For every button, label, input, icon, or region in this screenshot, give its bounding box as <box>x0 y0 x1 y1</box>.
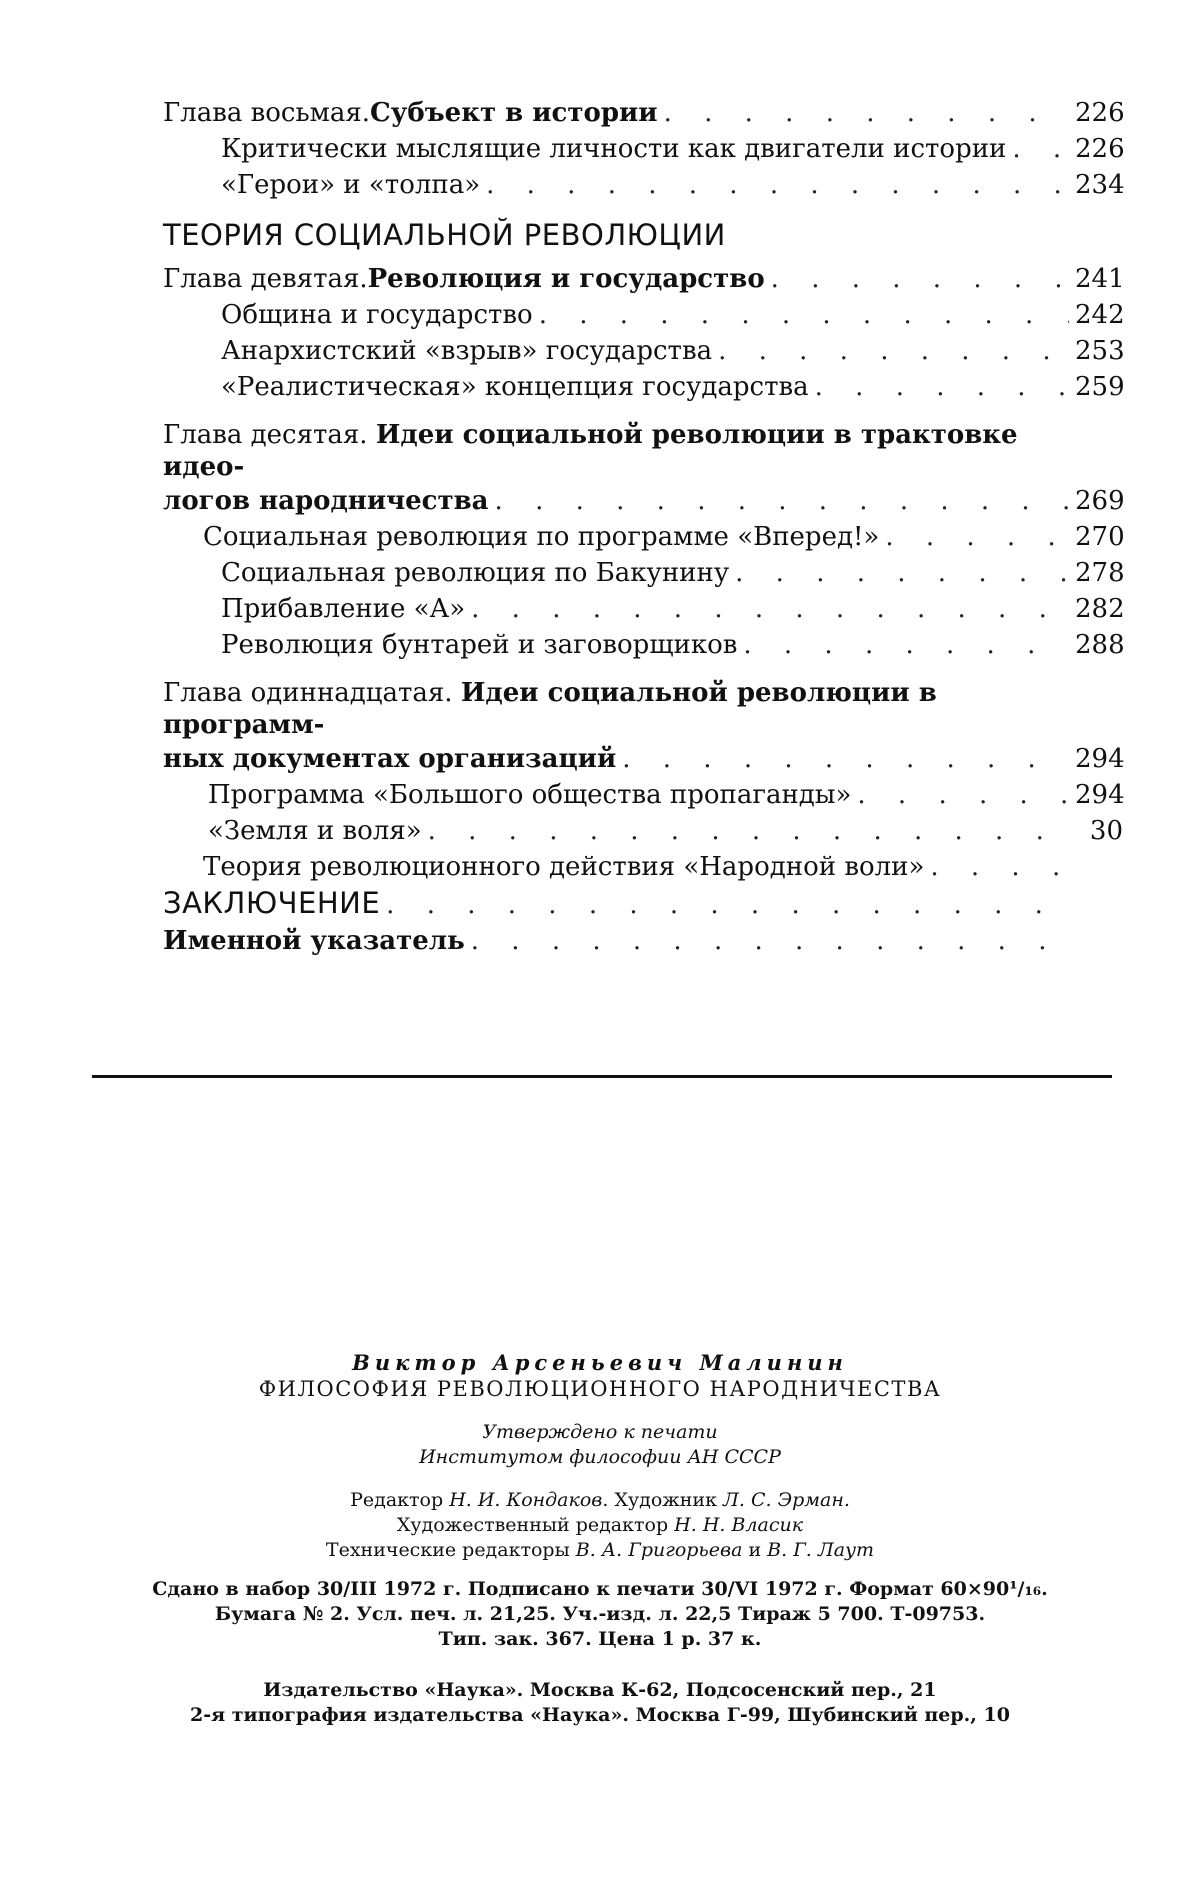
entry-label: Программа «Большого общества пропаганды» <box>208 780 852 810</box>
publisher-line-2: 2-я типография издательства «Наука». Москва Г-99, Шубинский пер., 10 <box>190 1704 1010 1726</box>
artist-label: . Художник <box>602 1489 724 1511</box>
page-number: 226 <box>1075 98 1125 128</box>
dot-leader <box>471 923 1069 959</box>
page-number: 241 <box>1075 264 1125 294</box>
toc-entry <box>163 627 1123 663</box>
toc-chapter-9 <box>163 261 1123 297</box>
entry-label: «Земля и воля» <box>208 816 422 846</box>
toc-entry <box>163 591 1123 627</box>
print-line-1: Сдано в набор 30/III 1972 г. Подписано к печати 30/VI 1972 г. Формат 60×90¹/₁₆. <box>152 1578 1048 1600</box>
chapter-title-line1: Идеи социальной революции в трактовке идео- <box>163 420 1018 482</box>
approval-line-2: Институтом философии АН СССР <box>419 1446 781 1468</box>
credits-line-1 <box>0 1488 1200 1513</box>
chapter-title: Революция и государство <box>367 264 765 294</box>
dot-leader <box>735 555 1069 591</box>
page-number: 253 <box>1075 336 1125 366</box>
page-number: 282 <box>1075 594 1125 624</box>
tech-and: и <box>742 1539 768 1561</box>
page-number: 294 <box>1075 780 1125 810</box>
credits-line-3 <box>0 1538 1200 1563</box>
toc-entry <box>163 333 1123 369</box>
book-title: ФИЛОСОФИЯ РЕВОЛЮЦИОННОГО НАРОДНИЧЕСТВА <box>258 1377 942 1401</box>
page-number: 242 <box>1075 300 1125 330</box>
chapter-prefix: Глава девятая. <box>163 264 368 294</box>
chapter-prefix: Глава десятая. <box>163 420 376 450</box>
tech-editors-label: Технические редакторы <box>325 1539 576 1561</box>
publisher-line-1: Издательство «Наука». Москва К-62, Подсосенский пер., 21 <box>263 1679 937 1701</box>
dot-leader <box>539 297 1069 333</box>
dot-leader <box>486 167 1069 203</box>
conclusion-label: ЗАКЛЮЧЕНИЕ <box>163 886 381 920</box>
entry-label: Теория революционного действия «Народной воли» <box>203 852 925 882</box>
dot-leader <box>885 519 1069 555</box>
editor-name: Н. И. Кондаков <box>449 1489 603 1511</box>
entry-label: «Герои» и «толпа» <box>221 170 481 200</box>
chapter-title-line2: логов народничества <box>163 486 489 516</box>
chapter-prefix: Глава восьмая. <box>163 98 371 128</box>
toc-entry <box>163 849 1123 885</box>
index-label: Именной указатель <box>163 926 465 956</box>
credits-line-2 <box>0 1513 1200 1538</box>
artist-name: Л. С. Эрман. <box>723 1489 850 1511</box>
editor-label: Редактор <box>350 1489 450 1511</box>
toc-entry <box>163 167 1123 203</box>
dot-leader <box>386 887 1069 923</box>
entry-label: «Реалистическая» концепция государства <box>221 372 809 402</box>
toc-entry <box>163 519 1123 555</box>
toc-entry <box>163 813 1123 849</box>
toc-conclusion <box>163 885 1123 923</box>
toc-index <box>163 923 1123 959</box>
page-number: 234 <box>1075 170 1125 200</box>
print-line-2: Бумага № 2. Усл. печ. л. 21,25. Уч.-изд. л. 22,5 Тираж 5 700. Т-09753. <box>214 1603 986 1625</box>
entry-label: Социальная революция по Бакунину <box>221 558 730 588</box>
entry-label: Критически мыслящие личности как двигатели истории <box>221 134 1007 164</box>
entry-label: Социальная революция по программе «Вперед!» <box>203 522 880 552</box>
entry-label: Революция бунтарей и заговорщиков <box>221 630 738 660</box>
publisher-details <box>0 1678 1200 1728</box>
page-number: 294 <box>1075 744 1125 774</box>
toc-entry <box>163 297 1123 333</box>
dot-leader <box>428 813 1069 849</box>
tech-editor-1: В. А. Григорьева <box>575 1539 743 1561</box>
toc-chapter-10 <box>163 483 1123 519</box>
table-of-contents <box>163 95 1123 959</box>
dot-leader <box>930 849 1069 885</box>
section-heading: ТЕОРИЯ СОЦИАЛЬНОЙ РЕВОЛЮЦИИ <box>163 218 726 252</box>
toc-chapter-8 <box>163 95 1123 131</box>
colophon <box>0 1350 1200 1728</box>
dot-leader <box>857 777 1069 813</box>
toc-chapter-10-heading <box>163 419 1123 483</box>
page-number: 270 <box>1075 522 1125 552</box>
dot-leader <box>622 741 1069 777</box>
page-number: 269 <box>1075 486 1125 516</box>
horizontal-rule <box>92 1075 1112 1078</box>
dot-leader <box>495 483 1069 519</box>
toc-entry <box>163 369 1123 405</box>
toc-entry <box>163 131 1123 167</box>
dot-leader <box>771 261 1069 297</box>
dot-leader <box>1012 131 1069 167</box>
approval-line-1: Утверждено к печати <box>482 1421 718 1443</box>
chapter-title-line2: ных документах организаций <box>163 744 617 774</box>
toc-chapter-11 <box>163 741 1123 777</box>
toc-entry <box>163 555 1123 591</box>
credits <box>0 1488 1200 1563</box>
chapter-title: Субъект в истории <box>370 98 658 128</box>
toc-entry <box>163 777 1123 813</box>
toc-chapter-11-heading <box>163 677 1123 741</box>
entry-label: Прибавление «А» <box>221 594 466 624</box>
page-number: 259 <box>1075 372 1125 402</box>
page-number: 30 <box>1089 816 1123 846</box>
page-number: 226 <box>1075 134 1125 164</box>
dot-leader <box>743 627 1069 663</box>
print-details <box>0 1577 1200 1652</box>
dot-leader <box>471 591 1069 627</box>
chapter-title-line1: Идеи социальной революции в программ- <box>163 678 937 740</box>
tech-editor-2: В. Г. Лаут <box>767 1539 875 1561</box>
approval-note <box>0 1420 1200 1470</box>
print-line-3: Тип. зак. 367. Цена 1 р. 37 к. <box>438 1628 762 1650</box>
dot-leader <box>815 369 1069 405</box>
entry-label: Анархистский «взрыв» государства <box>221 336 713 366</box>
art-editor-name: Н. Н. Власик <box>674 1514 804 1536</box>
author-name: Виктор Арсеньевич Малинин <box>352 1350 848 1375</box>
dot-leader <box>664 95 1069 131</box>
page-number: 288 <box>1075 630 1125 660</box>
dot-leader <box>718 333 1069 369</box>
chapter-prefix: Глава одиннадцатая. <box>163 678 461 708</box>
entry-label: Община и государство <box>221 300 533 330</box>
art-editor-label: Художественный редактор <box>396 1514 675 1536</box>
page-number: 278 <box>1075 558 1125 588</box>
